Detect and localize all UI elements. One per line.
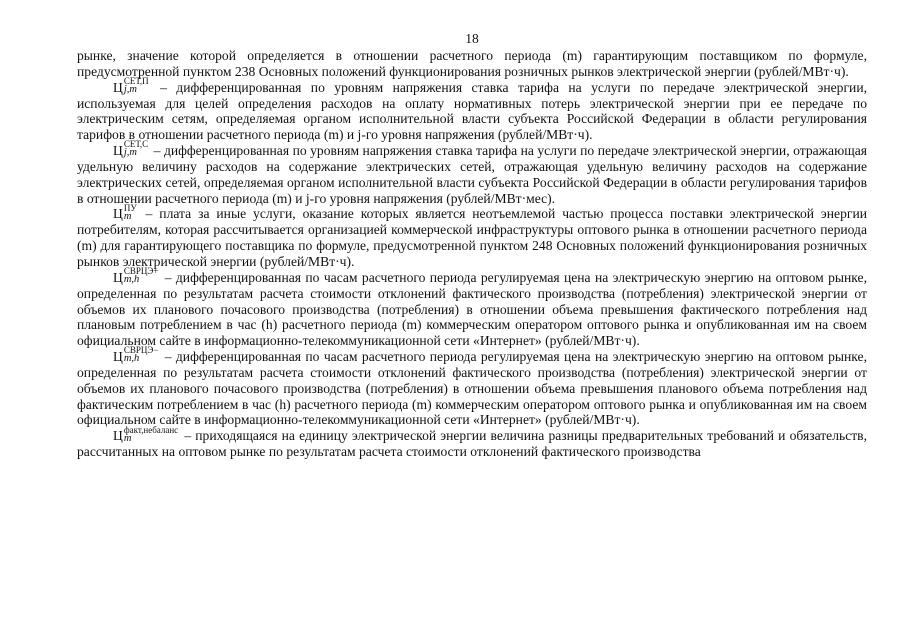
paragraph-text: – дифференцированная по часам расчетного периода регулируемая цена на электрическую энергию на оптовом рынке, определенная по результатам расчета стоимости отклонений фактического производства (потребления) электрической энергии от объемов их планового почасового производства (потребления) в отношении объема превышения планового объема потребления над фактическим потреблением в час (h) расчетного периода (m) коммерческим оператором оптового рынка и опубликованная им на своем официальном сайте в информационно-телекоммуникационной сети «Интернет» (рублей/МВт·ч).	[77, 349, 867, 428]
symbol-base: Ц	[113, 206, 123, 222]
paragraph-text: рынке, значение которой определяется в отношении расчетного периода (m) гарантирующим поставщиком по формуле, предусмотренной пунктом 238 Основных положений функционирования розничных рынков электрической энергии (рублей/МВт·ч).	[77, 48, 867, 79]
symbol-indices	[124, 77, 149, 94]
symbol-subscript: m	[123, 432, 132, 444]
symbol-subscript: j,m	[123, 147, 137, 159]
symbol-base: Ц	[113, 79, 123, 95]
symbol-indices	[124, 346, 159, 363]
symbol-indices	[124, 204, 137, 221]
symbol-indices	[124, 426, 178, 443]
symbol-base: Ц	[113, 143, 123, 159]
paragraph	[77, 48, 867, 80]
paragraph-text: – дифференцированная по часам расчетного периода регулируемая цена на электрическую энергию на оптовом рынке, определенная по результатам расчета стоимости отклонений фактического производства (потребления) электрической энергии от объемов их планового почасового производства (потребления) в отношении объема превышения фактического потребления над плановым потреблением в час (h) расчетного периода (m) коммерческим оператором оптового рынка и опубликованная им на своем официальном сайте в информационно-телекоммуникационной сети «Интернет» (рублей/МВт·ч).	[77, 269, 867, 349]
paragraph-text: – дифференцированная по уровням напряжения ставка тарифа на услуги по передаче электрической энергии, используемая для целей определения расходов на оплату нормативных потерь электрической энергии при ее передаче по электрическим сетям, определяемая органом исполнительной власти субъекта Российской Федерации в области регулирования тарифов в отношении расчетного периода (m) и j-го уровня напряжения (рублей/МВт·ч).	[77, 79, 867, 143]
symbol-superscript: СВРЦЭ−	[123, 345, 159, 356]
formula-symbol	[113, 266, 160, 286]
symbol-subscript: m,h	[123, 353, 140, 365]
symbol-superscript: факт,небаланс	[123, 424, 179, 435]
paragraph	[77, 139, 867, 206]
symbol-subscript: m	[123, 210, 132, 222]
paragraph	[77, 202, 867, 269]
paragraph-text: – дифференцированная по уровням напряжения ставка тарифа на услуги по передаче электрической энергии, отражающая удельную величину расходов на содержание электрических сетей, отражающая удельную величину расходов на содержание электрических сетей, определяемая органом исполнительной власти субъекта Российской Федерации в области регулирования тарифов в отношении расчетного периода (m) и j-го уровня напряжения (рублей/МВт·мес).	[77, 143, 867, 206]
formula-symbol	[113, 139, 150, 159]
document-body	[77, 48, 867, 460]
paragraph	[77, 345, 867, 428]
symbol-subscript: m,h	[123, 274, 140, 286]
symbol-superscript: ПУ	[123, 202, 137, 213]
symbol-superscript: СЕТ,С	[123, 139, 149, 150]
formula-symbol	[113, 424, 180, 444]
symbol-superscript: СЕТ,П	[123, 76, 149, 87]
formula-symbol	[113, 345, 160, 365]
symbol-indices	[124, 267, 159, 284]
symbol-base: Ц	[113, 349, 123, 365]
paragraph-text: – приходящаяся на единицу электрической энергии величина разницы предварительных требований и обязательств, рассчитанных на оптовом рынке по результатам расчета стоимости отклонений фактического производства	[77, 428, 867, 460]
symbol-superscript: СВРЦЭ+	[123, 266, 159, 277]
formula-symbol	[113, 76, 151, 96]
symbol-indices	[124, 140, 148, 157]
paragraph	[77, 76, 867, 143]
symbol-subscript: j,m	[123, 84, 137, 96]
paragraph-text: – плата за иные услуги, оказание которых является неотъемлемой частью процесса поставки электрической энергии потребителям, которая рассчитывается организацией коммерческой инфраструктуры оптового рынка в отношении расчетного периода (m) для гарантирующего поставщика по формуле, предусмотренной пунктом 248 Основных положений функционирования розничных рынков электрической энергии (рублей/МВт·ч).	[77, 206, 867, 269]
symbol-base: Ц	[113, 428, 123, 444]
paragraph	[77, 266, 867, 349]
formula-symbol	[113, 202, 139, 222]
page-number: 18	[465, 31, 479, 46]
symbol-base: Ц	[113, 269, 123, 285]
paragraph	[77, 424, 867, 460]
